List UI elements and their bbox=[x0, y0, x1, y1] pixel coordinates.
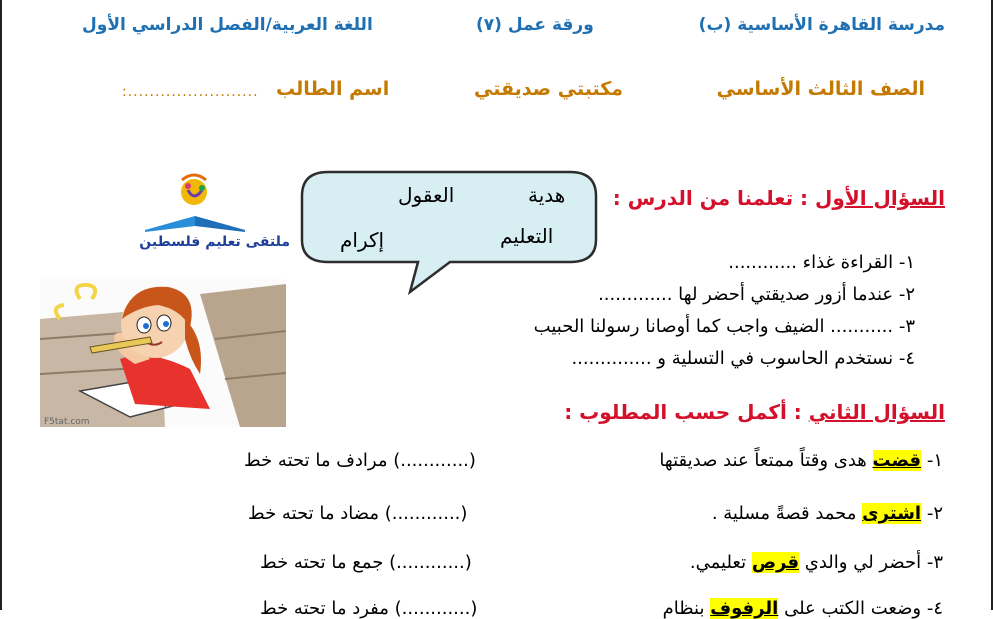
forum-logo bbox=[110, 172, 290, 260]
logo-caption: ملتقى تعليم فلسطين bbox=[139, 234, 290, 250]
question-2-sentence bbox=[659, 450, 943, 471]
question-1-subtitle: : تعلمنا من الدرس : bbox=[612, 186, 809, 210]
grade-label: الصف الثالث الأساسي bbox=[716, 78, 925, 100]
item-number: ٤- bbox=[926, 598, 943, 619]
sentence-text: محمد قصةً مسلية . bbox=[711, 503, 857, 524]
page-border-left bbox=[0, 0, 2, 610]
question-2-sentence bbox=[663, 598, 943, 619]
question-2-answer bbox=[260, 598, 477, 619]
word-bank-item: إكرام bbox=[340, 228, 385, 252]
question-1-item: ٢- عندما أزور صديقتي أحضر لها ............. bbox=[598, 284, 915, 305]
word-bank-item: التعليم bbox=[500, 224, 554, 248]
question-2-title: السؤال الثاني bbox=[808, 400, 945, 424]
sentence-text: وضعت الكتب على bbox=[784, 598, 922, 619]
student-name-blank: :........................ bbox=[122, 84, 259, 100]
question-2-answer bbox=[244, 450, 476, 471]
item-number: ٢- bbox=[926, 503, 943, 524]
sentence-text: تعليمي. bbox=[689, 552, 747, 573]
item-number: ١- bbox=[926, 450, 943, 471]
answer-blank[interactable]: (............) bbox=[384, 503, 468, 524]
word-bank-item: العقول bbox=[398, 183, 455, 207]
reading-child-illustration bbox=[40, 279, 286, 427]
worksheet-number: ورقة عمل (٧) bbox=[476, 15, 594, 35]
question-2-heading bbox=[564, 400, 945, 424]
sentence-text: بنظام bbox=[662, 598, 705, 619]
lesson-title: مكتبتي صديقتي bbox=[474, 78, 624, 100]
question-2-answer bbox=[260, 552, 472, 573]
task-label: جمع ما تحته خط bbox=[260, 552, 384, 573]
subject-title: اللغة العربية/الفصل الدراسي الأول bbox=[82, 15, 373, 35]
answer-blank[interactable]: (............) bbox=[393, 450, 476, 471]
answer-blank[interactable]: (............) bbox=[394, 598, 478, 619]
underlined-word: قرص bbox=[751, 552, 800, 573]
school-name: مدرسة القاهرة الأساسية (ب) bbox=[698, 15, 945, 35]
answer-blank[interactable]: (............) bbox=[389, 552, 472, 573]
task-label: مضاد ما تحته خط bbox=[248, 503, 379, 524]
question-1-heading bbox=[613, 186, 945, 210]
question-1-item: ١- القراءة غذاء ............ bbox=[728, 252, 915, 273]
sentence-text: أحضر لي والدي bbox=[804, 552, 922, 573]
question-2-sentence bbox=[712, 503, 943, 524]
underlined-word: قضت bbox=[872, 450, 922, 471]
word-bank-item: هدية bbox=[528, 183, 566, 207]
image-watermark: F5tat.com bbox=[44, 417, 90, 427]
task-label: مرادف ما تحته خط bbox=[244, 450, 388, 471]
question-2-sentence bbox=[690, 552, 943, 573]
book-logo-icon bbox=[110, 172, 290, 232]
sentence-text: هدى وقتاً ممتعاً عند صديقتها bbox=[659, 450, 867, 471]
question-1-title: السؤال الأول bbox=[815, 186, 945, 210]
item-number: ٣- bbox=[926, 552, 943, 573]
student-name-label: اسم الطالب bbox=[276, 78, 390, 100]
underlined-word: اشترى bbox=[862, 503, 922, 524]
question-2-subtitle: : أكمل حسب المطلوب : bbox=[564, 400, 802, 424]
task-label: مفرد ما تحته خط bbox=[260, 598, 389, 619]
question-1-item: ٤- نستخدم الحاسوب في التسلية و .............. bbox=[571, 348, 915, 369]
question-1-item: ٣- ........... الضيف واجب كما أوصانا رسولنا الحبيب bbox=[533, 316, 915, 337]
underlined-word: الرفوف bbox=[710, 598, 779, 619]
child-studying-picture bbox=[40, 279, 286, 427]
question-2-answer bbox=[248, 503, 467, 524]
